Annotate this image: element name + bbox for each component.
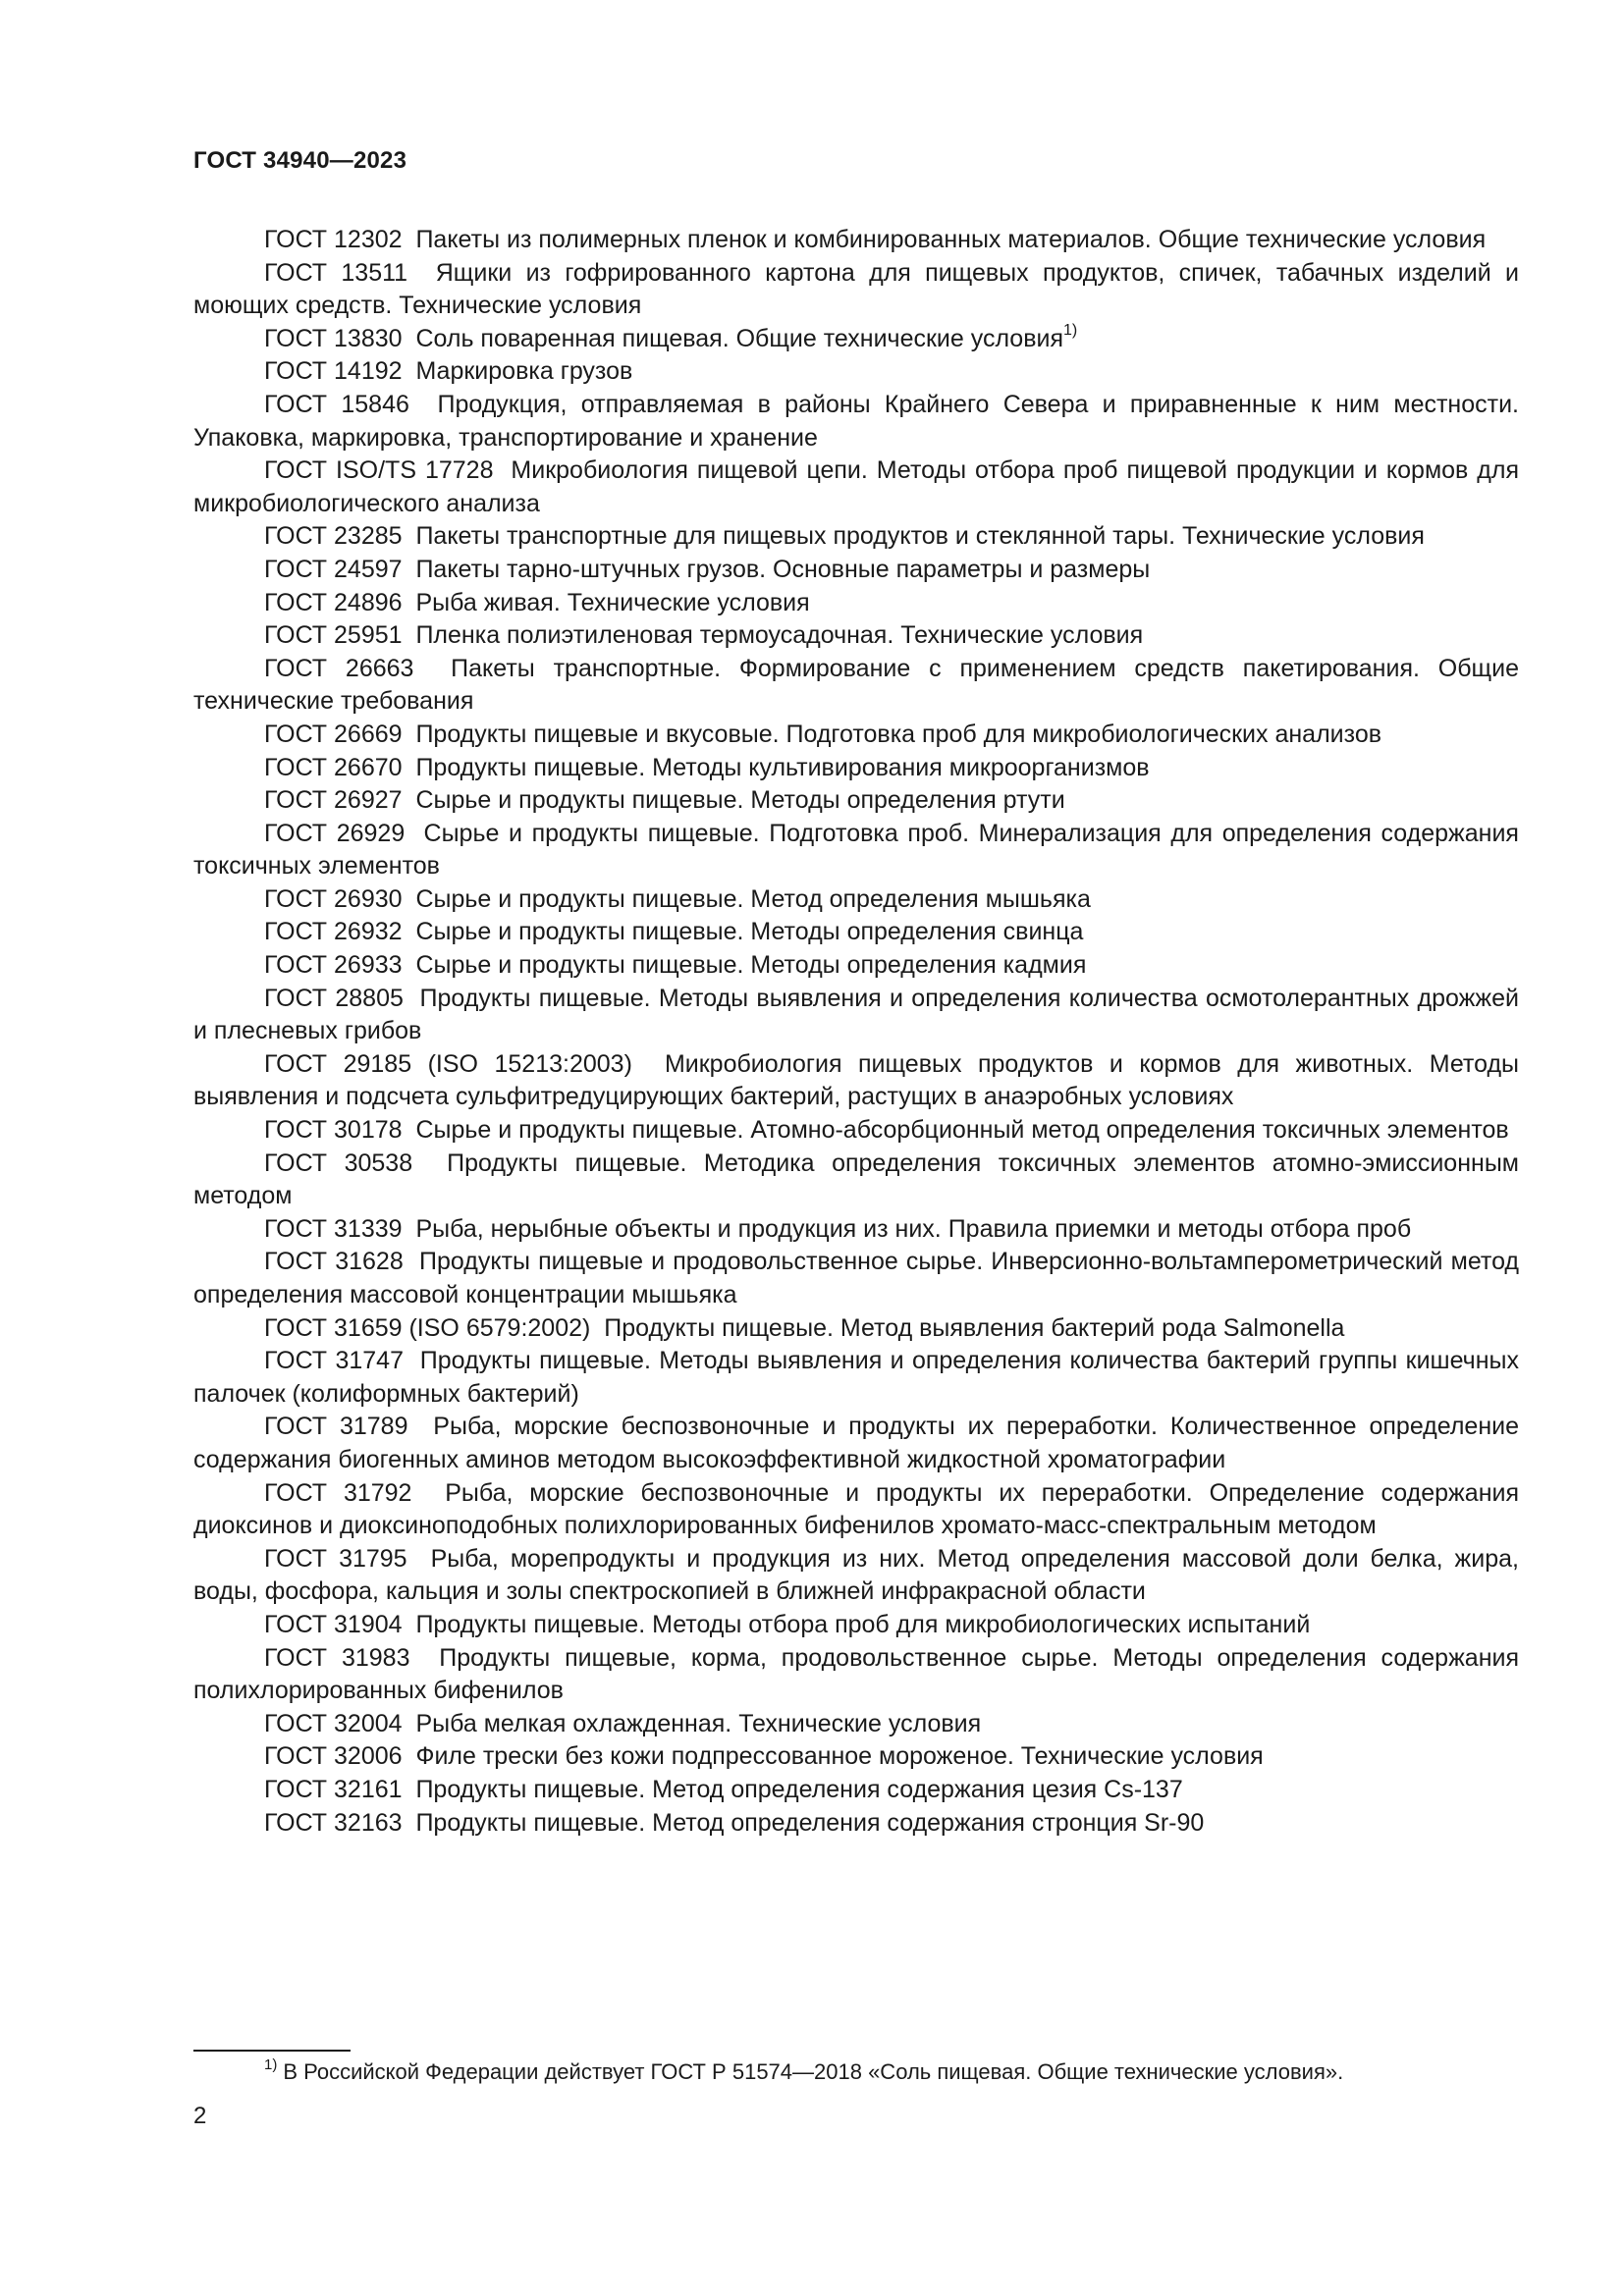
reference-title: Пакеты из полимерных пленок и комбинированных материалов. Общие технические условия	[415, 226, 1487, 253]
reference-entry	[193, 454, 1519, 520]
reference-code: ГОСТ 31747	[264, 1347, 404, 1375]
reference-code: ГОСТ 31904	[264, 1610, 403, 1638]
reference-title: Продукты пищевые. Метод определения содержания стронция Sr-90	[415, 1808, 1205, 1837]
reference-code: ГОСТ 30538	[264, 1148, 413, 1177]
reference-code: ГОСТ 25951	[264, 621, 403, 650]
reference-entry	[193, 1609, 1519, 1642]
reference-entry	[193, 653, 1519, 719]
reference-title: Пакеты транспортные для пищевых продуктов и стеклянной тары. Технические условия	[415, 522, 1425, 551]
reference-title: Микробиология пищевых продуктов и кормов для животных. Методы выявления и подсчета сульфитредуцирующих бактерий, растущих в анаэробных условиях	[193, 1049, 1519, 1111]
reference-entry	[193, 1148, 1519, 1213]
reference-title: Сырье и продукты пищевые. Метод определения мышьяка	[415, 884, 1091, 913]
reference-title: Продукты пищевые. Методы выявления и определения количества осмотолерантных дрожжей и плесневых грибов	[193, 984, 1519, 1045]
reference-title: Продукты пищевые, корма, продовольственное сырье. Методы определения содержания полихлорированных бифенилов	[193, 1643, 1520, 1705]
reference-entry	[193, 719, 1519, 752]
reference-code: ГОСТ 12302	[264, 226, 403, 253]
reference-entry	[193, 1048, 1519, 1114]
reference-code: ГОСТ 26663	[264, 654, 414, 682]
reference-entry	[193, 1708, 1519, 1741]
reference-title: Рыба, морские беспозвоночные и продукты их переработки. Определение содержания диоксинов и диоксиноподобных полихлорированных бифенилов хромато-масс-спектральным методом	[193, 1478, 1519, 1540]
reference-entry	[193, 1543, 1519, 1609]
reference-title: Сырье и продукты пищевые. Методы определения ртути	[415, 786, 1065, 815]
reference-entry	[193, 1642, 1519, 1708]
reference-entry	[193, 818, 1519, 883]
reference-entry	[193, 520, 1519, 554]
reference-code: ГОСТ 32004	[264, 1709, 403, 1737]
reference-code: ГОСТ 26930	[264, 884, 403, 913]
reference-title: Продукты пищевые. Методы культивирования микроорганизмов	[415, 753, 1150, 781]
reference-code: ГОСТ 13511	[264, 258, 408, 287]
reference-entry	[193, 1807, 1519, 1841]
reference-code: ГОСТ 30178	[264, 1116, 403, 1145]
normative-references-list	[193, 224, 1519, 1840]
reference-title: Пленка полиэтиленовая термоусадочная. Технические условия	[415, 621, 1144, 650]
reference-code: ГОСТ 32006	[264, 1742, 403, 1771]
reference-title: Продукты пищевые. Метод определения содержания цезия Cs-137	[415, 1775, 1183, 1803]
reference-title: Микробиология пищевой цепи. Методы отбора проб пищевой продукции и кормов для микробиологического анализа	[193, 456, 1519, 517]
reference-code: ГОСТ 24896	[264, 588, 403, 616]
reference-title: Продукты пищевые и продовольственное сырье. Инверсионно-вольтамперометрический метод определения массовой концентрации мышьяка	[193, 1248, 1520, 1308]
reference-code: ГОСТ 31628	[264, 1248, 404, 1276]
reference-title: Продукты пищевые. Метод выявления бактерий рода Salmonella	[604, 1313, 1345, 1342]
reference-entry	[193, 224, 1519, 257]
reference-entry	[193, 752, 1519, 785]
page-number: 2	[193, 2103, 207, 2129]
reference-title: Соль поваренная пищевая. Общие технические условия	[415, 324, 1063, 352]
reference-title: Продукция, отправляемая в районы Крайнего Севера и приравненные к ним местности. Упаковка, маркировка, транспортирование и хранение	[193, 390, 1519, 452]
reference-code: ГОСТ 14192	[264, 357, 403, 386]
reference-title: Рыба, морские беспозвоночные и продукты их переработки. Количественное определение содержания биогенных аминов методом высокоэффективной жидкостной хроматографии	[193, 1413, 1519, 1473]
reference-title: Пакеты транспортные. Формирование с применением средств пакетирования. Общие технические требования	[193, 654, 1519, 716]
reference-entry	[193, 619, 1519, 653]
reference-title: Маркировка грузов	[415, 357, 633, 386]
reference-code: ГОСТ 31983	[264, 1643, 410, 1672]
reference-title: Пакеты тарно-штучных грузов. Основные параметры и размеры	[415, 555, 1151, 583]
reference-entry	[193, 587, 1519, 620]
reference-entry	[193, 916, 1519, 949]
reference-title: Сырье и продукты пищевые. Методы определения свинца	[415, 918, 1084, 946]
reference-code: ГОСТ 31789	[264, 1413, 408, 1441]
reference-entry	[193, 1345, 1519, 1411]
reference-entry	[193, 355, 1519, 389]
reference-title: Продукты пищевые. Методы выявления и определения количества бактерий группы кишечных палочек (колиформных бактерий)	[193, 1347, 1519, 1408]
reference-title: Ящики из гофрированного картона для пищевых продуктов, спичек, табачных изделий и моющих средств. Технические условия	[193, 258, 1519, 320]
footnote-text: В Российской Федерации действует ГОСТ Р 51574—2018 «Соль пищевая. Общие технические условия».	[283, 2059, 1344, 2084]
reference-entry	[193, 257, 1519, 323]
reference-entry	[193, 323, 1519, 356]
reference-title: Филе трески без кожи подпрессованное мороженое. Технические условия	[415, 1742, 1264, 1771]
reference-entry	[193, 1213, 1519, 1247]
reference-entry	[193, 1477, 1519, 1543]
reference-entry	[193, 1114, 1519, 1148]
reference-title: Продукты пищевые и вкусовые. Подготовка проб для микробиологических анализов	[415, 720, 1381, 748]
reference-code: ГОСТ 31792	[264, 1478, 412, 1507]
reference-code: ГОСТ 26929	[264, 819, 406, 847]
reference-code: ГОСТ 24597	[264, 555, 403, 583]
reference-code: ГОСТ 15846	[264, 390, 409, 418]
reference-code: ГОСТ 31339	[264, 1214, 403, 1243]
footnote-marker: 1)	[264, 2056, 278, 2073]
reference-code: ГОСТ 26670	[264, 753, 403, 781]
reference-code: ГОСТ 32163	[264, 1808, 403, 1837]
reference-entry	[193, 1774, 1519, 1807]
reference-code: ГОСТ 28805	[264, 984, 404, 1012]
reference-entry	[193, 1411, 1519, 1476]
footnote-reference-marker: 1)	[1063, 321, 1078, 339]
reference-code: ГОСТ 13830	[264, 324, 403, 352]
reference-code: ГОСТ 29185 (ISO 15213:2003)	[264, 1049, 632, 1078]
document-code-header: ГОСТ 34940—2023	[193, 147, 407, 174]
reference-code: ГОСТ 32161	[264, 1775, 403, 1803]
reference-code: ГОСТ 26933	[264, 951, 403, 980]
reference-entry	[193, 784, 1519, 818]
reference-code: ГОСТ 31795	[264, 1544, 407, 1573]
reference-title: Рыба, нерыбные объекты и продукция из них. Правила приемки и методы отбора проб	[415, 1214, 1412, 1243]
footnote-divider	[193, 2050, 351, 2052]
reference-entry	[193, 1312, 1519, 1346]
reference-entry	[193, 1246, 1519, 1311]
reference-title: Продукты пищевые. Методика определения токсичных элементов атомно-эмиссионным методом	[193, 1148, 1519, 1210]
reference-entry	[193, 883, 1519, 917]
reference-entry	[193, 983, 1519, 1048]
reference-entry	[193, 1740, 1519, 1774]
reference-entry	[193, 389, 1519, 454]
reference-code: ГОСТ 26669	[264, 720, 403, 748]
reference-title: Сырье и продукты пищевые. Методы определения кадмия	[415, 951, 1087, 980]
reference-code: ГОСТ 26927	[264, 786, 403, 815]
reference-title: Сырье и продукты пищевые. Атомно-абсорбционный метод определения токсичных элементов	[415, 1116, 1509, 1145]
reference-title: Сырье и продукты пищевые. Подготовка проб. Минерализация для определения содержания токсичных элементов	[193, 819, 1519, 881]
reference-code: ГОСТ 31659 (ISO 6579:2002)	[264, 1313, 591, 1342]
footnote	[264, 2057, 1343, 2087]
reference-entry	[193, 949, 1519, 983]
reference-title: Рыба живая. Технические условия	[415, 588, 810, 616]
reference-title: Рыба, морепродукты и продукция из них. Метод определения массовой доли белка, жира, воды, фосфора, кальция и золы спектроскопией в ближней инфракрасной области	[193, 1544, 1519, 1606]
reference-entry	[193, 554, 1519, 587]
reference-code: ГОСТ 23285	[264, 522, 403, 551]
reference-title: Рыба мелкая охлажденная. Технические условия	[415, 1709, 982, 1737]
reference-title: Продукты пищевые. Методы отбора проб для микробиологических испытаний	[415, 1610, 1311, 1638]
reference-code: ГОСТ 26932	[264, 918, 403, 946]
reference-code: ГОСТ ISO/TS 17728	[264, 456, 494, 485]
